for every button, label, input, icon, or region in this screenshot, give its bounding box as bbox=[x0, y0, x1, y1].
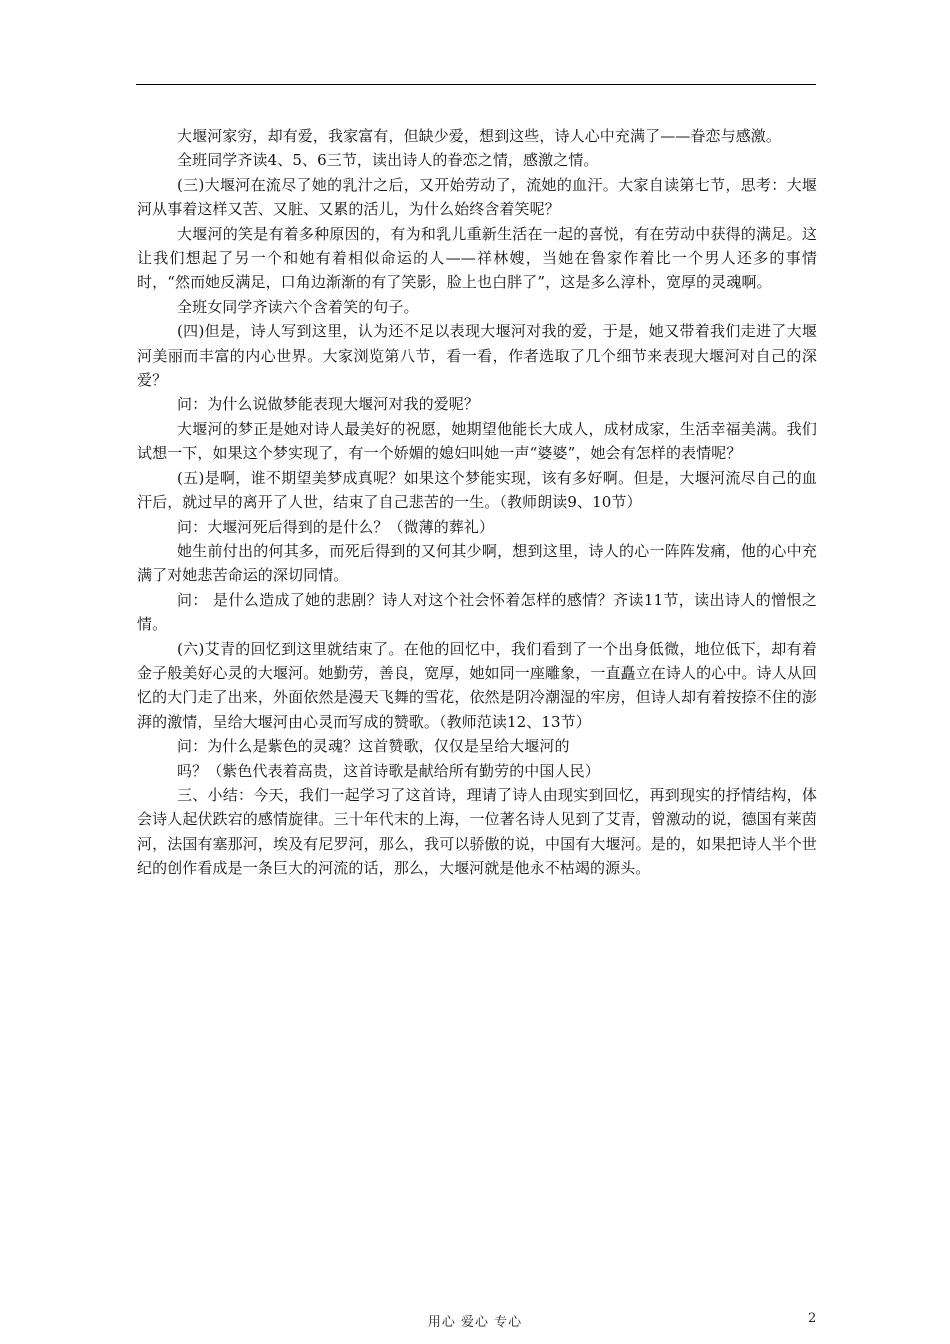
paragraph: 三、小结：今天，我们一起学习了这首诗，理请了诗人由现实到回忆，再到现实的抒情结构，体会诗人起伏跌宕的感情旋律。三十年代末的上海，一位著名诗人见到了艾青，曾激动的说，德国有莱茵河，法国有塞那河，埃及有尼罗河，那么，我可以骄傲的说，中国有大堰河。是的，如果把诗人半个世纪的创作看成是一条巨大的河流的话，那么，大堰河就是他永不枯竭的源头。 bbox=[137, 785, 817, 878]
paragraph: 全班同学齐读4、5、6三节，读出诗人的眷恋之情，感激之情。 bbox=[177, 151, 599, 170]
paragraph: 吗？（紫色代表着高贵，这首诗歌是献给所有勤劳的中国人民） bbox=[177, 761, 600, 780]
paragraph: (三)大堰河在流尽了她的乳汁之后，又开始劳动了，流她的血汗。大家自读第七节，思考：大堰河从事着这样又苦、又脏、又累的活儿，为什么始终含着笑呢？ bbox=[137, 175, 817, 219]
paragraph: 问： 是什么造成了她的悲剧？诗人对这个社会怀着怎样的感情？齐读11节，读出诗人的憎恨之情。 bbox=[137, 590, 817, 634]
paragraph: 问：为什么是紫色的灵魂？这首赞歌，仅仅是呈给大堰河的 bbox=[177, 737, 570, 756]
paragraph: 大堰河的笑是有着多种原因的，有为和乳儿重新生活在一起的喜悦，有在劳动中获得的满足。这让我们想起了另一个和她有着相似命运的人——祥林嫂，当她在鲁家作着比一个男人还多的事情时，“然而她反满足，口角边渐渐的有了笑影，脸上也白胖了”，这是多么淳朴，宽厚的灵魂啊。 bbox=[137, 224, 817, 292]
paragraph: 问：为什么说做梦能表现大堰河对我的爱呢？ bbox=[177, 395, 480, 414]
paragraph: 问：大堰河死后得到的是什么？（微薄的葬礼） bbox=[177, 517, 495, 536]
paragraph: (五)是啊，谁不期望美梦成真呢？如果这个梦能实现，该有多好啊。但是，大堰河流尽自己的血汗后，就过早的离开了人世，结束了自己悲苦的一生。（教师朗读9、10节） bbox=[137, 468, 817, 512]
page-number: 2 bbox=[808, 1311, 817, 1326]
document-body bbox=[137, 124, 817, 881]
footer-motto: 用心 爱心 专心 bbox=[427, 1315, 523, 1330]
paragraph: 全班女同学齐读六个含着笑的句子。 bbox=[177, 297, 419, 316]
paragraph: 大堰河的梦正是她对诗人最美好的祝愿，她期望他能长大成人，成材成家，生活幸福美满。我们试想一下，如果这个梦实现了，有一个娇媚的媳妇叫她一声“婆婆”，她会有怎样的表情呢？ bbox=[137, 419, 817, 463]
paragraph: 她生前付出的何其多，而死后得到的又何其少啊，想到这里，诗人的心一阵阵发痛，他的心中充满了对她悲苦命运的深切同情。 bbox=[137, 541, 817, 585]
paragraph: 大堰河家穷，却有爱，我家富有，但缺少爱，想到这些，诗人心中充满了——眷恋与感激。 bbox=[177, 127, 782, 145]
paragraph: (四)但是，诗人写到这里，认为还不足以表现大堰河对我的爱，于是，她又带着我们走进了大堰河美丽而丰富的内心世界。大家浏览第八节，看一看，作者选取了几个细节来表现大堰河对自己的深爱？ bbox=[137, 322, 817, 390]
header-rule bbox=[136, 84, 816, 85]
paragraph: (六)艾青的回忆到这里就结束了。在他的回忆中，我们看到了一个出身低微，地位低下，却有着金子般美好心灵的大堰河。她勤劳，善良，宽厚，她如同一座雕象，一直矗立在诗人的心中。诗人从回忆的大门走了出来，外面依然是漫天飞舞的雪花，依然是阴冷潮湿的牢房，但诗人却有着按捺不住的澎湃的激情，呈给大堰河由心灵而写成的赞歌。（教师范读12、13节） bbox=[137, 639, 817, 731]
